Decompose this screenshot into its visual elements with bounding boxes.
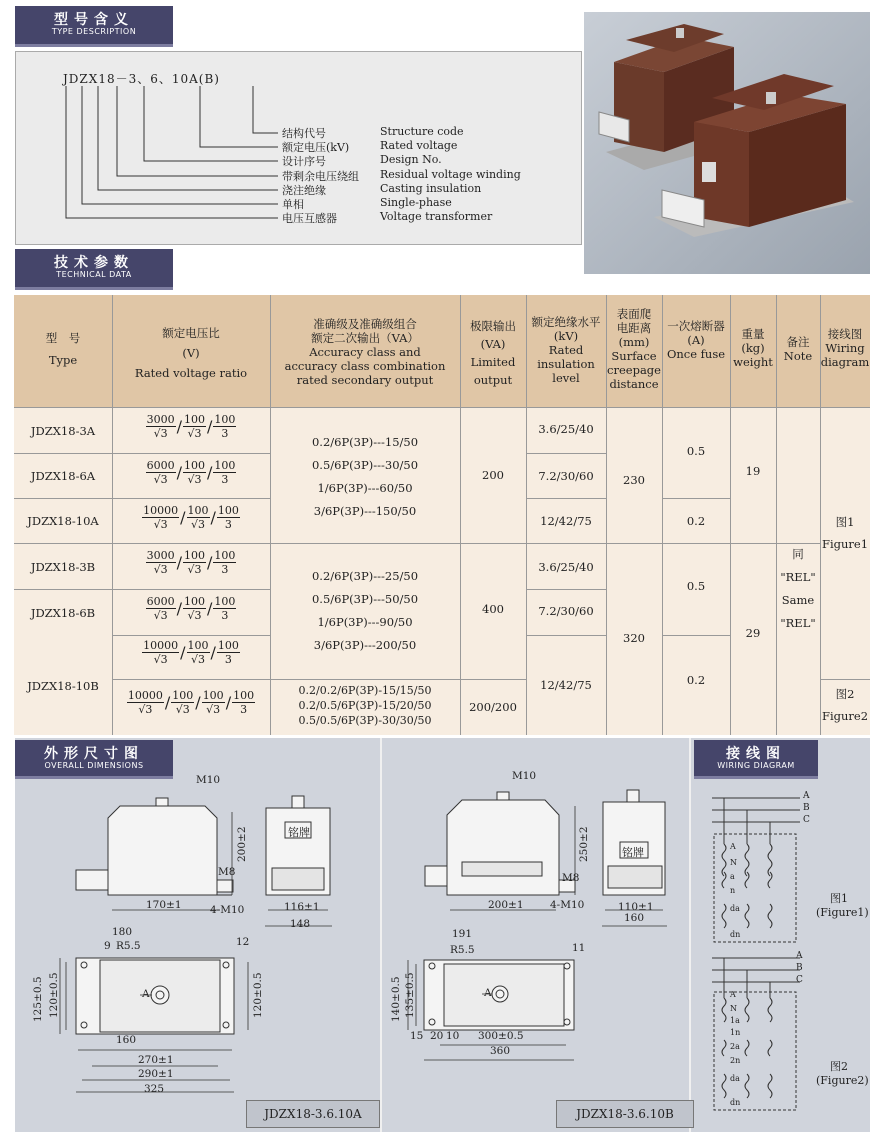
type-cell-5: JDZX18-10B: [27, 679, 99, 693]
type-desc-cn-1: 额定电压(kV): [282, 141, 350, 154]
dim-a-width-170: 170±1: [146, 899, 182, 911]
dim-a-120: 120±0.5: [48, 972, 60, 1018]
wiring-figure-2-cn: 图2: [835, 687, 855, 701]
dim-a-12: 12: [236, 936, 250, 948]
wiring-t1-a: a: [730, 872, 735, 881]
overall-dimensions-title: 外形尺寸图: [44, 746, 144, 762]
type-desc-en-0: Structure code: [380, 125, 464, 138]
ratio-cell-3: $\frac{3000}{√3}$ / $\frac{100}{√3}$ / $\frac{100}{3}$: [146, 549, 236, 576]
header-ins-en1: Rated: [548, 343, 584, 357]
type-cell-0: JDZX18-3A: [30, 424, 96, 438]
header-cre-cn2: 电距离: [616, 321, 652, 335]
header-wire-en2: diagram: [820, 355, 870, 369]
dim-a-180: 180: [112, 926, 133, 938]
acc-a-0: 0.2/6P(3P)---15/50: [311, 435, 419, 449]
dim-a-120-right: 120±0.5: [252, 972, 264, 1018]
dim-a-height: 200±2: [236, 826, 248, 862]
header-cre-cn1: 表面爬: [616, 307, 652, 321]
dim-b-4m10: 4-M10: [550, 899, 585, 911]
type-desc-cn-6: 电压互感器: [282, 212, 337, 225]
type-desc-cn-0: 结构代号: [282, 127, 326, 140]
ratio-cell-4: $\frac{6000}{√3}$ / $\frac{100}{√3}$ / $\frac{100}{3}$: [146, 595, 236, 622]
type-cell-3: JDZX18-3B: [30, 560, 96, 574]
header-type-cn: 型 号: [45, 331, 81, 345]
dim-a-r55: R5.5: [116, 940, 141, 952]
header-type-en: Type: [48, 353, 78, 367]
header-cre-en3: distance: [609, 377, 659, 391]
header-acc-cn2: 额定二次输出（VA）: [311, 331, 419, 345]
dim-b-135: 135±0.5: [404, 972, 416, 1018]
wiring-fig1-en: (Figure1): [816, 906, 869, 919]
wiring-figure-2-en: Figure2: [821, 709, 869, 723]
header-cre-en2: creepage: [607, 363, 661, 377]
creepage-1: 320: [623, 631, 645, 645]
header-lim-unit: (VA): [480, 337, 506, 351]
wiring-t1-da: da: [730, 904, 740, 913]
type-desc-cn-2: 设计序号: [282, 155, 326, 168]
header-cre-unit: (mm): [618, 335, 650, 349]
insulation-1: 7.2/30/60: [538, 469, 594, 483]
wiring-fig2-cn: 图2: [830, 1060, 848, 1073]
dim-b-300: 300±0.5: [478, 1030, 524, 1042]
wiring-t2-1n: 1n: [730, 1028, 741, 1037]
insulation-3: 3.6/25/40: [538, 560, 594, 574]
limited-output-2: 200/200: [469, 700, 517, 714]
type-description-title: 型号含义: [54, 12, 134, 28]
dim-a-m10: M10: [196, 774, 221, 786]
acc-a-1: 0.5/6P(3P)---30/50: [311, 458, 419, 472]
model-label-a: JDZX18-3.6.10A: [246, 1100, 380, 1128]
header-acc-en2: accuracy class combination: [284, 359, 446, 373]
type-code: JDZX18－3、6、10A(B): [63, 72, 220, 86]
dim-b-10: 10: [446, 1030, 460, 1042]
insulation-2: 12/42/75: [540, 514, 592, 528]
type-desc-en-5: Single-phase: [380, 196, 452, 209]
dim-b-width-160: 160: [624, 912, 645, 924]
weight-0: 19: [745, 464, 761, 478]
technical-data-subtitle: TECHNICAL DATA: [56, 270, 132, 279]
acc-a-2: 1/6P(3P)---60/50: [317, 481, 413, 495]
dim-a-m8: M8: [218, 866, 236, 878]
dim-a-125: 125±0.5: [32, 976, 44, 1022]
header-fuse-en: Once fuse: [666, 347, 726, 361]
limited-output-0: 200: [482, 468, 504, 482]
header-acc-en1: Accuracy class and: [309, 345, 421, 359]
note-0: 同: [792, 547, 804, 561]
type-cell-2: JDZX18-10A: [27, 514, 99, 528]
insulation-4: 7.2/30/60: [538, 604, 594, 618]
type-cell-1: JDZX18-6A: [30, 469, 96, 483]
fuse-2: 0.5: [686, 579, 706, 593]
dim-a-325: 325: [144, 1083, 165, 1095]
header-fuse-unit: (A): [687, 333, 705, 347]
header-ratio-en: Rated voltage ratio: [134, 366, 248, 380]
dim-b-191: 191: [452, 928, 473, 940]
dim-b-arrow-label: A: [484, 987, 492, 999]
acc-b-1: 0.5/6P(3P)---50/50: [311, 592, 419, 606]
acc-c-0: 0.2/0.2/6P(3P)-15/15/50: [298, 684, 432, 697]
dim-a-width-116: 116±1: [284, 901, 320, 913]
wiring-t2-2a: 2a: [730, 1042, 740, 1051]
wiring-figure-1-cn: 图1: [835, 515, 855, 529]
type-desc-en-4: Casting insulation: [380, 182, 482, 195]
type-desc-cn-4: 浇注绝缘: [282, 184, 326, 197]
acc-a-3: 3/6P(3P)---150/50: [313, 504, 417, 518]
wiring-t1-A: A: [730, 842, 736, 851]
dim-b-11: 11: [572, 942, 586, 954]
wiring-t2-A: A: [730, 990, 736, 999]
acc-b-2: 1/6P(3P)---90/50: [317, 615, 413, 629]
fuse-3: 0.2: [686, 673, 706, 687]
header-ratio-cn: 额定电压比: [162, 326, 220, 340]
dim-b-15: 15: [410, 1030, 424, 1042]
ratio-cell-1: $\frac{6000}{√3}$ / $\frac{100}{√3}$ / $\frac{100}{3}$: [146, 459, 236, 486]
header-wire-cn: 接线图: [827, 327, 863, 341]
dim-a-arrow-label: A: [142, 988, 150, 1000]
ratio-cell-2: $\frac{10000}{√3}$ / $\frac{100}{√3}$ / $\frac{100}{3}$: [143, 504, 239, 531]
dim-b-140: 140±0.5: [390, 976, 402, 1022]
type-desc-en-3: Residual voltage winding: [380, 168, 521, 181]
dim-a-160: 160: [116, 1034, 137, 1046]
model-label-b: JDZX18-3.6.10B: [556, 1100, 694, 1128]
header-note-en: Note: [783, 349, 813, 363]
header-cre-en1: Surface: [611, 349, 657, 363]
header-ins-cn: 额定绝缘水平: [531, 315, 601, 329]
wiring-phase-a-1: A: [803, 791, 810, 801]
dim-b-nameplate: 铭牌: [622, 846, 644, 859]
wiring-t2-da: da: [730, 1074, 740, 1083]
ratio-cell-0: $\frac{3000}{√3}$ / $\frac{100}{√3}$ / $\frac{100}{3}$: [146, 413, 236, 440]
wiring-fig2-en: (Figure2): [816, 1074, 869, 1087]
acc-c-1: 0.2/0.5/6P(3P)-15/20/50: [298, 699, 432, 712]
type-cell-4: JDZX18-6B: [30, 606, 96, 620]
fuse-0: 0.5: [686, 444, 706, 458]
wiring-t1-n: n: [730, 886, 736, 895]
dim-a-nameplate: 铭牌: [288, 826, 310, 839]
ratio-cell-6: $\frac{10000}{√3}$ / $\frac{100}{√3}$ / $\frac{100}{√3}$ / $\frac{100}{3}$: [127, 689, 255, 716]
dim-b-m10: M10: [512, 770, 537, 782]
fuse-1: 0.2: [686, 514, 706, 528]
wiring-t2-1a: 1a: [730, 1016, 740, 1025]
type-desc-cn-3: 带剩余电压绕组: [282, 170, 359, 183]
header-lim-en2: output: [473, 373, 513, 387]
note-3: "REL": [780, 616, 816, 630]
wiring-phase-c-2: C: [796, 975, 803, 985]
type-description-subtitle: TYPE DESCRIPTION: [51, 27, 137, 36]
wiring-phase-c-1: C: [803, 815, 810, 825]
header-wt-en: weight: [733, 355, 773, 369]
header-fuse-cn: 一次熔断器: [667, 319, 725, 333]
header-note-cn: 备注: [786, 335, 810, 349]
note-1: "REL": [780, 570, 816, 584]
wiring-phase-b-1: B: [803, 803, 810, 813]
wiring-figure-1-en: Figure1: [821, 537, 869, 551]
acc-b-0: 0.2/6P(3P)---25/50: [311, 569, 419, 583]
dim-b-width-110: 110±1: [618, 901, 654, 913]
creepage-0: 230: [623, 473, 645, 487]
header-wire-en1: Wiring: [825, 341, 865, 355]
header-ins-en3: level: [552, 371, 580, 385]
dim-b-m8: M8: [562, 872, 580, 884]
overall-dimensions-subtitle: OVERALL DIMENSIONS: [44, 761, 144, 770]
dim-a-width-148: 148: [290, 918, 311, 930]
dim-a-290: 290±1: [138, 1068, 174, 1080]
wiring-t2-2n: 2n: [730, 1056, 741, 1065]
dim-a-270: 270±1: [138, 1054, 174, 1066]
header-wt-cn: 重量: [741, 327, 765, 341]
header-lim-en1: Limited: [470, 355, 516, 369]
technical-data-title: 技术参数: [54, 255, 134, 271]
header-ins-en2: insulation: [537, 357, 595, 371]
wiring-t1-dn: dn: [730, 930, 741, 939]
wiring-diagram-title: 接线图: [726, 746, 786, 762]
dim-b-width-200: 200±1: [488, 899, 524, 911]
header-lim-cn: 极限输出: [470, 319, 516, 333]
dim-b-height: 250±2: [578, 826, 590, 862]
header-acc-cn1: 准确级及准确级组合: [313, 317, 417, 331]
insulation-5: 12/42/75: [540, 678, 592, 692]
acc-c-2: 0.5/0.5/6P(3P)-30/30/50: [298, 714, 432, 727]
limited-output-1: 400: [482, 602, 504, 616]
type-desc-en-1: Rated voltage: [380, 139, 458, 152]
type-desc-cn-5: 单相: [282, 198, 304, 211]
wiring-fig1-cn: 图1: [830, 892, 848, 905]
wiring-phase-a-2: A: [796, 951, 803, 961]
type-desc-en-2: Design No.: [380, 153, 442, 166]
wiring-diagram-subtitle: WIRING DIAGRAM: [717, 761, 795, 770]
acc-b-3: 3/6P(3P)---200/50: [313, 638, 417, 652]
insulation-0: 3.6/25/40: [538, 422, 594, 436]
dim-b-r55: R5.5: [450, 944, 475, 956]
header-wt-unit: (kg): [741, 341, 765, 355]
dim-a-4m10: 4-M10: [210, 904, 245, 916]
wiring-phase-b-2: B: [796, 963, 803, 973]
dim-b-20: 20: [430, 1030, 444, 1042]
header-ratio-unit: (V): [182, 346, 200, 360]
wiring-t1-N: N: [730, 858, 737, 867]
dim-a-9: 9: [104, 940, 111, 952]
header-acc-en3: rated secondary output: [296, 373, 434, 387]
type-desc-en-6: Voltage transformer: [380, 210, 493, 223]
dim-b-360: 360: [490, 1045, 511, 1057]
ratio-cell-5: $\frac{10000}{√3}$ / $\frac{100}{√3}$ / $\frac{100}{3}$: [143, 639, 239, 666]
wiring-t2-N: N: [730, 1004, 737, 1013]
header-ins-unit: (kV): [553, 329, 579, 343]
weight-1: 29: [745, 626, 761, 640]
note-2: Same: [781, 593, 815, 607]
wiring-t2-dn: dn: [730, 1098, 741, 1107]
